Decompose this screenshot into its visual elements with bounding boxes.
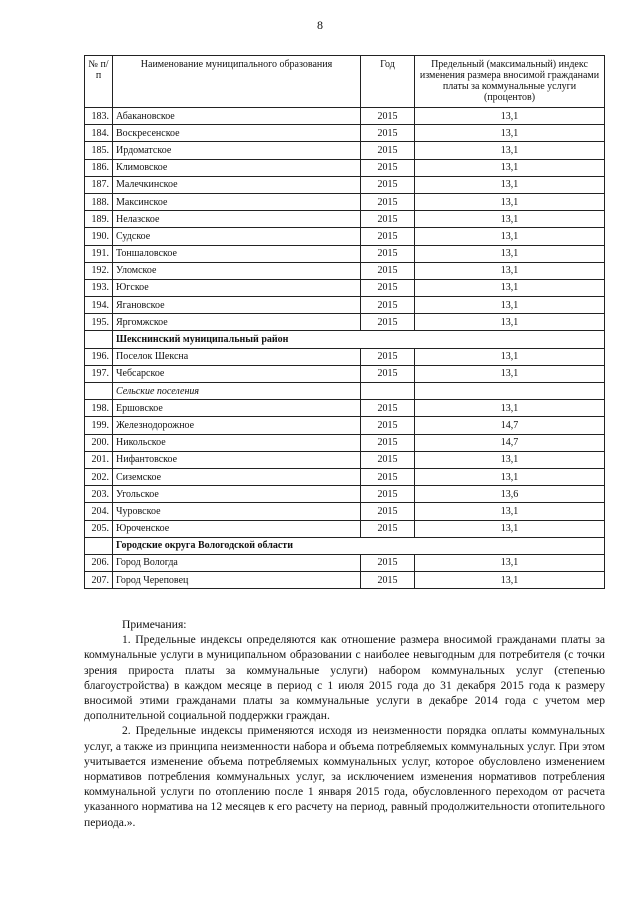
row-name: Воскресенское: [113, 125, 361, 142]
row-name: Ершовское: [113, 400, 361, 417]
row-index: 14,7: [415, 417, 605, 434]
table-row: [85, 176, 605, 193]
row-index: 13,1: [415, 262, 605, 279]
row-name: Никольское: [113, 434, 361, 451]
row-index: 13,6: [415, 486, 605, 503]
row-num-cell: [85, 537, 113, 554]
row-index: 13,1: [415, 108, 605, 125]
row-number: 187.: [85, 176, 113, 193]
row-year: 2015: [361, 211, 415, 228]
tariff-index-table: [84, 55, 605, 589]
row-year: 2015: [361, 314, 415, 331]
row-year: 2015: [361, 228, 415, 245]
row-number: 204.: [85, 503, 113, 520]
row-name: Абакановское: [113, 108, 361, 125]
row-index: 13,1: [415, 572, 605, 589]
table-row: [85, 193, 605, 210]
row-name: Чуровское: [113, 503, 361, 520]
row-name: Уломское: [113, 262, 361, 279]
header-index: Предельный (максимальный) индекс изменения размера вносимой гражданами платы за коммунальные услуги (процентов): [415, 56, 605, 108]
row-index: 13,1: [415, 159, 605, 176]
row-year: 2015: [361, 468, 415, 485]
row-index: 13,1: [415, 297, 605, 314]
row-name: Яргомжское: [113, 314, 361, 331]
row-number: 189.: [85, 211, 113, 228]
row-name: Угольское: [113, 486, 361, 503]
row-index: 13,1: [415, 211, 605, 228]
row-number: 201.: [85, 451, 113, 468]
row-name: Поселок Шексна: [113, 348, 361, 365]
row-number: 185.: [85, 142, 113, 159]
row-index: 13,1: [415, 520, 605, 537]
table-row: [85, 211, 605, 228]
row-year: 2015: [361, 417, 415, 434]
page-number: 8: [317, 18, 323, 32]
row-index: 13,1: [415, 400, 605, 417]
table-row: [85, 245, 605, 262]
row-number: 202.: [85, 468, 113, 485]
table-row: [85, 228, 605, 245]
row-year: 2015: [361, 176, 415, 193]
row-num-cell: [85, 383, 113, 400]
row-name: Юроченское: [113, 520, 361, 537]
row-index: 13,1: [415, 142, 605, 159]
row-number: 194.: [85, 297, 113, 314]
row-number: 199.: [85, 417, 113, 434]
row-num-cell: [85, 331, 113, 348]
row-name: Ирдоматское: [113, 142, 361, 159]
table-row: [85, 297, 605, 314]
row-number: 184.: [85, 125, 113, 142]
row-index: 13,1: [415, 228, 605, 245]
row-number: 186.: [85, 159, 113, 176]
row-name: Нелазское: [113, 211, 361, 228]
row-number: 197.: [85, 365, 113, 382]
row-number: 200.: [85, 434, 113, 451]
row-number: 191.: [85, 245, 113, 262]
row-year: 2015: [361, 503, 415, 520]
row-number: 203.: [85, 486, 113, 503]
row-name: Нифантовское: [113, 451, 361, 468]
row-year: 2015: [361, 520, 415, 537]
table-row: [85, 503, 605, 520]
row-year: 2015: [361, 125, 415, 142]
row-name: Малечкинское: [113, 176, 361, 193]
row-index: 13,1: [415, 554, 605, 571]
row-number: 196.: [85, 348, 113, 365]
row-name: Чебсарское: [113, 365, 361, 382]
header-num: № п/п: [85, 56, 113, 108]
row-year: 2015: [361, 245, 415, 262]
table-header-row: [85, 56, 605, 108]
table-row: [85, 365, 605, 382]
row-name: Ягановское: [113, 297, 361, 314]
row-year-cell: [361, 383, 415, 400]
section-title: Шекснинский муниципальный район: [113, 331, 605, 348]
table-row: [85, 434, 605, 451]
section-title: Городские округа Вологодской области: [113, 537, 605, 554]
row-number: 188.: [85, 193, 113, 210]
row-year: 2015: [361, 348, 415, 365]
table-row: [85, 520, 605, 537]
row-number: 206.: [85, 554, 113, 571]
row-year: 2015: [361, 142, 415, 159]
table-row: [85, 572, 605, 589]
table-row: [85, 159, 605, 176]
subsection-title: Сельские поселения: [113, 383, 361, 400]
row-name: Железнодорожное: [113, 417, 361, 434]
row-year: 2015: [361, 297, 415, 314]
header-year: Год: [361, 56, 415, 108]
row-index: 13,1: [415, 176, 605, 193]
row-index: 13,1: [415, 503, 605, 520]
table-row: [85, 348, 605, 365]
subsection-row: [85, 383, 605, 400]
note-2: 2. Предельные индексы применяются исходя из неизменности порядка оплаты коммунальных услуг, а также из принципа неизменности набора и объема потребляемых коммунальных услуг. При этом учитывается изменение объема потребляемых коммунальных услуг, которое обусловлено изменением нормативов потребления коммунальных услуг, за исключением изменения нормативов потребления коммунальной услуги по отоплению после 1 января 2015 года, обусловленного переходом от расчета указанного норматива на 12 месяцев к его расчету на период, равный продолжительности отопительного периода.».: [84, 724, 605, 829]
row-number: 198.: [85, 400, 113, 417]
table-row: [85, 142, 605, 159]
row-name: Город Вологда: [113, 554, 361, 571]
table-row: [85, 468, 605, 485]
row-index: 13,1: [415, 451, 605, 468]
table-row: [85, 279, 605, 296]
table-row: [85, 400, 605, 417]
row-name: Климовское: [113, 159, 361, 176]
row-index: 13,1: [415, 365, 605, 382]
row-name: Тоншаловское: [113, 245, 361, 262]
row-name: Югское: [113, 279, 361, 296]
row-number: 205.: [85, 520, 113, 537]
row-name: Сиземское: [113, 468, 361, 485]
row-index: 13,1: [415, 348, 605, 365]
row-index: 13,1: [415, 245, 605, 262]
row-year: 2015: [361, 193, 415, 210]
row-name: Город Череповец: [113, 572, 361, 589]
section-row: [85, 331, 605, 348]
row-index: 14,7: [415, 434, 605, 451]
row-number: 183.: [85, 108, 113, 125]
section-row: [85, 537, 605, 554]
row-number: 195.: [85, 314, 113, 331]
table-row: [85, 125, 605, 142]
note-1: 1. Предельные индексы определяются как отношение размера вносимой гражданами платы за коммунальные услуги в муниципальном образовании с наиболее невыгодным для потребителя (с точки зрения прироста платы за коммунальные услуги) набором коммунальных услуг (степенью благоустройства) в каждом месяце в период с 1 июля 2015 года до 31 декабря 2015 года к размеру вносимой этими гражданами платы за коммунальные услуги в декабре 2014 года с учетом мер дополнительной социальной поддержки граждан.: [84, 633, 605, 723]
row-index: 13,1: [415, 314, 605, 331]
row-name: Максинское: [113, 193, 361, 210]
notes-heading: Примечания:: [122, 618, 187, 631]
row-index: 13,1: [415, 125, 605, 142]
header-name: Наименование муниципального образования: [113, 56, 361, 108]
table-row: [85, 554, 605, 571]
row-number: 193.: [85, 279, 113, 296]
table-row: [85, 451, 605, 468]
row-year: 2015: [361, 279, 415, 296]
row-year: 2015: [361, 159, 415, 176]
row-number: 192.: [85, 262, 113, 279]
row-year: 2015: [361, 572, 415, 589]
row-year: 2015: [361, 434, 415, 451]
row-year: 2015: [361, 365, 415, 382]
row-number: 190.: [85, 228, 113, 245]
table-body: [85, 108, 605, 589]
row-year: 2015: [361, 554, 415, 571]
row-year: 2015: [361, 451, 415, 468]
table-row: [85, 108, 605, 125]
table-row: [85, 417, 605, 434]
row-index: 13,1: [415, 468, 605, 485]
table-row: [85, 314, 605, 331]
row-year: 2015: [361, 400, 415, 417]
row-name: Судское: [113, 228, 361, 245]
row-year: 2015: [361, 486, 415, 503]
table-row: [85, 486, 605, 503]
row-year: 2015: [361, 108, 415, 125]
row-index-cell: [415, 383, 605, 400]
row-index: 13,1: [415, 193, 605, 210]
row-year: 2015: [361, 262, 415, 279]
row-number: 207.: [85, 572, 113, 589]
table-row: [85, 262, 605, 279]
row-index: 13,1: [415, 279, 605, 296]
notes-section: [84, 617, 605, 830]
